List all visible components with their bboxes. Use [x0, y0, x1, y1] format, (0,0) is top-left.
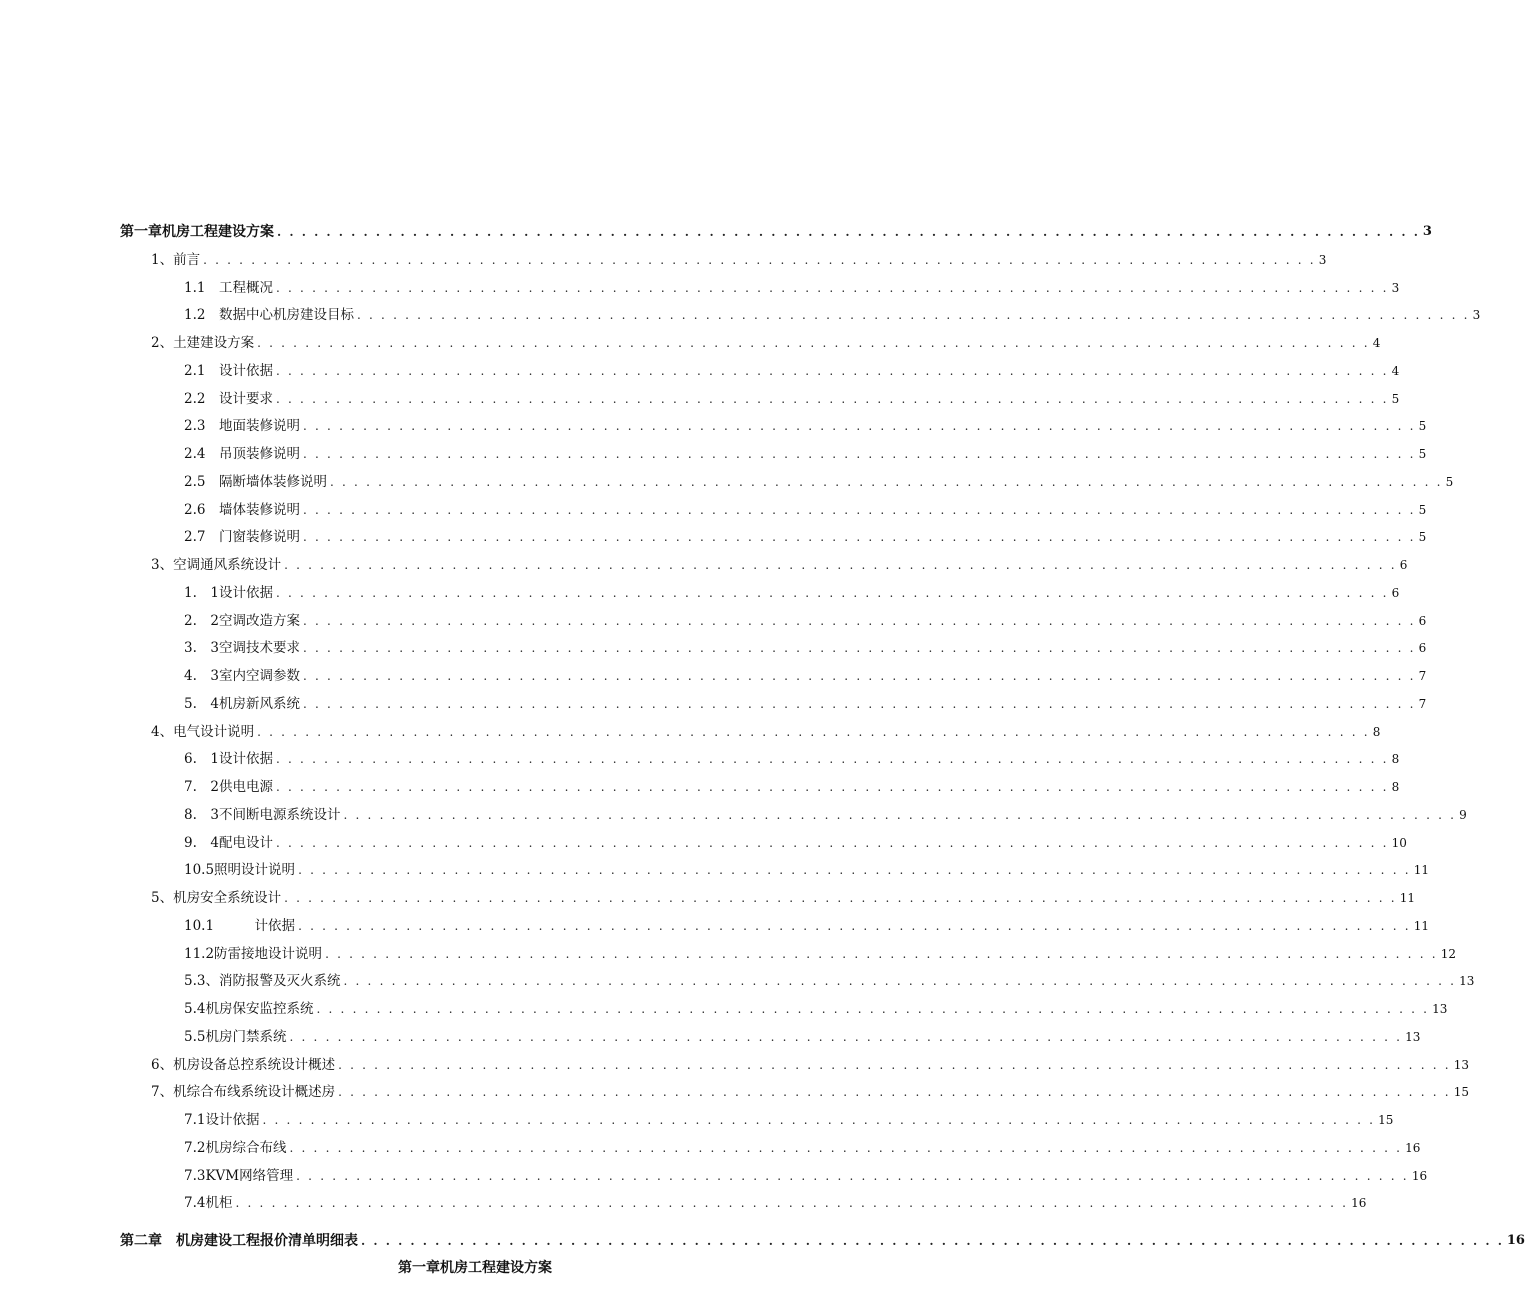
toc-entry-row[interactable] — [184, 1027, 1421, 1047]
toc-entry-row[interactable] — [184, 916, 1430, 936]
dot-leader: . . . . . . . . . . . . . . . . . . . . . . . . . . . . . . . . . . . . . . . . . . . . . . . . . . . . . . . . . . . . . . . . . . . . . . . . . . . . . . . . . . . . . . . . . . . . . — [302, 502, 1416, 517]
toc-entry-label: 1、前言 — [151, 251, 201, 268]
toc-entry-label: 第二章 机房建设工程报价清单明细表 — [120, 1233, 358, 1249]
dot-leader: . . . . . . . . . . . . . . . . . . . . . . . . . . . . . . . . . . . . . . . . . . . . . . . . . . . . . . . . . . . . . . . . . . . . . . . . . . . . . . . . . . . . . . . . . . . . . — [275, 363, 1389, 378]
toc-entry-label: 7.3KVM网络管理 — [184, 1167, 294, 1184]
dot-leader: . . . . . . . . . . . . . . . . . . . . . . . . . . . . . . . . . . . . . . . . . . . . . . . . . . . . . . . . . . . . . . . . . . . . . . . . . . . . . . . . . . . . . . . . . . . . . — [275, 835, 1389, 850]
toc-entry-label: 4. 3室内空调参数 — [184, 668, 300, 684]
dot-leader: . . . . . . . . . . . . . . . . . . . . . . . . . . . . . . . . . . . . . . . . . . . . . . . . . . . . . . . . . . . . . . . . . . . . . . . . . . . . . . . . . . . . . . . . . . . . . — [302, 669, 1416, 683]
toc-page-number: 5 — [1418, 530, 1427, 545]
toc-entry-row[interactable] — [184, 666, 1427, 686]
toc-entry-row[interactable] — [184, 278, 1400, 298]
dot-leader: . . . . . . . . . . . . . . . . . . . . . . . . . . . . . . . . . . . . . . . . . . . . . . . . . . . . . . . . . . . . . . . . . . . . . . . . . . . . . . . . . . . . . . . . . . . . . — [257, 336, 1370, 350]
dot-leader: . . . . . . . . . . . . . . . . . . . . . . . . . . . . . . . . . . . . . . . . . . . . . . . . . . . . . . . . . . . . . . . . . . . . . . . . . . . . . . . . . . . . . . . . . . . . . — [203, 252, 1316, 267]
toc-entry-label: 2.6 墙体装修说明 — [184, 501, 300, 518]
dot-leader: . . . . . . . . . . . . . . . . . . . . . . . . . . . . . . . . . . . . . . . . . . . . . . . . . . . . . . . . . . . . . . . . . . . . . . . . . . . . . . . . . . . . . . . . . . . . . — [338, 1085, 1451, 1100]
toc-entry-label: 1.2 数据中心机房建设目标 — [184, 307, 354, 324]
toc-page-number: 5 — [1418, 419, 1427, 434]
toc-entry-label: 2.3 地面装修说明 — [184, 418, 300, 435]
dot-leader: . . . . . . . . . . . . . . . . . . . . . . . . . . . . . . . . . . . . . . . . . . . . . . . . . . . . . . . . . . . . . . . . . . . . . . . . . . . . . . . . . . . . . . . . . . . . . — [235, 1196, 1349, 1211]
toc-page-number: 16 — [1405, 1140, 1421, 1155]
toc-entry-row[interactable] — [184, 999, 1448, 1019]
toc-entry-row[interactable] — [184, 805, 1467, 825]
toc-entry-label: 2.5 隔断墙体装修说明 — [184, 473, 327, 490]
toc-entry-row[interactable] — [184, 944, 1457, 964]
dot-leader: . . . . . . . . . . . . . . . . . . . . . . . . . . . . . . . . . . . . . . . . . . . . . . . . . . . . . . . . . . . . . . . . . . . . . . . . . . . . . . . . . . . . . . . . . . . . . — [302, 613, 1416, 628]
toc-page-number: 8 — [1391, 752, 1400, 767]
dot-leader: . . . . . . . . . . . . . . . . . . . . . . . . . . . . . . . . . . . . . . . . . . . . . . . . . . . . . . . . . . . . . . . . . . . . . . . . . . . . . . . . . . . . . . . . . . . . . — [284, 891, 1397, 905]
toc-entry-label: 8. 3不间断电源系统设计 — [184, 806, 341, 823]
toc-entry-row[interactable] — [184, 1193, 1367, 1213]
toc-page-number: 4 — [1372, 336, 1381, 350]
toc-page-number: 13 — [1453, 1057, 1470, 1072]
toc-entry-row[interactable] — [151, 555, 1408, 575]
toc-entry-row[interactable] — [184, 583, 1400, 603]
toc-entry-row[interactable] — [184, 500, 1427, 520]
toc-page-number: 4 — [1391, 363, 1400, 378]
toc-page-number: 8 — [1391, 780, 1400, 794]
toc-page-number: 13 — [1432, 1002, 1448, 1016]
toc-entry-label: 2、土建建设方案 — [151, 335, 255, 351]
toc-page-number: 5 — [1445, 474, 1454, 489]
dot-leader: . . . . . . . . . . . . . . . . . . . . . . . . . . . . . . . . . . . . . . . . . . . . . . . . . . . . . . . . . . . . . . . . . . . . . . . . . . . . . . . . . . . . . . . . . . . . . — [275, 391, 1389, 406]
toc-entry-row[interactable] — [184, 527, 1427, 547]
toc-entry-row[interactable] — [184, 833, 1407, 853]
toc-chapter-row[interactable] — [120, 1231, 1525, 1251]
toc-entry-label: 7、机综合布线系统设计概述房 — [151, 1084, 336, 1101]
dot-leader: . . . . . . . . . . . . . . . . . . . . . . . . . . . . . . . . . . . . . . . . . . . . . . . . . . . . . . . . . . . . . . . . . . . . . . . . . . . . . . . . . . . . . . . . . . . . . — [262, 1113, 1376, 1127]
toc-entry-row[interactable] — [184, 694, 1427, 714]
toc-page-number: 16 — [1506, 1233, 1525, 1248]
toc-entry-label: 10.1 计依据 — [184, 917, 296, 934]
dot-leader: . . . . . . . . . . . . . . . . . . . . . . . . . . . . . . . . . . . . . . . . . . . . . . . . . . . . . . . . . . . . . . . . . . . . . . . . . . . . . . . . . . . . . . . . . . . . . — [316, 1002, 1430, 1016]
dot-leader: . . . . . . . . . . . . . . . . . . . . . . . . . . . . . . . . . . . . . . . . . . . . . . . . . . . . . . . . . . . . . . . . . . . . . . . . . . . . . . . . . . . . . . . . . . . . . — [277, 225, 1420, 239]
dot-leader: . . . . . . . . . . . . . . . . . . . . . . . . . . . . . . . . . . . . . . . . . . . . . . . . . . . . . . . . . . . . . . . . . . . . . . . . . . . . . . . . . . . . . . . . . . . . . — [302, 447, 1416, 461]
dot-leader: . . . . . . . . . . . . . . . . . . . . . . . . . . . . . . . . . . . . . . . . . . . . . . . . . . . . . . . . . . . . . . . . . . . . . . . . . . . . . . . . . . . . . . . . . . . . . — [356, 308, 1470, 323]
dot-leader: . . . . . . . . . . . . . . . . . . . . . . . . . . . . . . . . . . . . . . . . . . . . . . . . . . . . . . . . . . . . . . . . . . . . . . . . . . . . . . . . . . . . . . . . . . . . . — [275, 780, 1389, 794]
toc-entry-label: 6、机房设备总控系统设计概述 — [151, 1056, 336, 1073]
dot-leader: . . . . . . . . . . . . . . . . . . . . . . . . . . . . . . . . . . . . . . . . . . . . . . . . . . . . . . . . . . . . . . . . . . . . . . . . . . . . . . . . . . . . . . . . . . . . . — [302, 641, 1416, 656]
toc-page-number: 6 — [1391, 585, 1400, 600]
toc-page-number: 5 — [1418, 502, 1427, 517]
toc-page-number: 9 — [1459, 807, 1467, 822]
toc-page-number: 3 — [1318, 252, 1327, 267]
toc-page-number: 8 — [1372, 724, 1381, 739]
dot-leader: . . . . . . . . . . . . . . . . . . . . . . . . . . . . . . . . . . . . . . . . . . . . . . . . . . . . . . . . . . . . . . . . . . . . . . . . . . . . . . . . . . . . . . . . . . . . . — [289, 1029, 1403, 1044]
toc-entry-row[interactable] — [151, 333, 1381, 353]
toc-entry-label: 11.2防雷接地设计说明 — [184, 945, 323, 962]
dot-leader: . . . . . . . . . . . . . . . . . . . . . . . . . . . . . . . . . . . . . . . . . . . . . . . . . . . . . . . . . . . . . . . . . . . . . . . . . . . . . . . . . . . . . . . . . . . . . — [325, 946, 1438, 961]
toc-page-number: 5 — [1418, 447, 1427, 461]
toc-entry-label: 2.7 门窗装修说明 — [184, 529, 300, 546]
toc-entry-row[interactable] — [184, 777, 1400, 797]
toc-entry-row[interactable] — [151, 722, 1381, 742]
toc-entry-label: 5. 4机房新风系统 — [184, 695, 300, 712]
toc-page-number: 13 — [1459, 974, 1475, 989]
dot-leader: . . . . . . . . . . . . . . . . . . . . . . . . . . . . . . . . . . . . . . . . . . . . . . . . . . . . . . . . . . . . . . . . . . . . . . . . . . . . . . . . . . . . . . . . . . . . . — [275, 280, 1389, 295]
toc-entry-label: 7. 2供电电源 — [184, 779, 273, 795]
toc-entry-row[interactable] — [184, 472, 1454, 492]
dot-leader: . . . . . . . . . . . . . . . . . . . . . . . . . . . . . . . . . . . . . . . . . . . . . . . . . . . . . . . . . . . . . . . . . . . . . . . . . . . . . . . . . . . . . . . . . . . . . — [343, 807, 1457, 822]
toc-entry-label: 4、电气设计说明 — [151, 723, 255, 740]
toc-page-number: 11 — [1399, 891, 1416, 905]
dot-leader: . . . . . . . . . . . . . . . . . . . . . . . . . . . . . . . . . . . . . . . . . . . . . . . . . . . . . . . . . . . . . . . . . . . . . . . . . . . . . . . . . . . . . . . . . . . . . — [329, 474, 1443, 489]
toc-entry-row[interactable] — [151, 250, 1327, 270]
dot-leader: . . . . . . . . . . . . . . . . . . . . . . . . . . . . . . . . . . . . . . . . . . . . . . . . . . . . . . . . . . . . . . . . . . . . . . . . . . . . . . . . . . . . . . . . . . . . . — [361, 1234, 1504, 1248]
toc-entry-label: 7.1设计依据 — [184, 1112, 260, 1128]
dot-leader: . . . . . . . . . . . . . . . . . . . . . . . . . . . . . . . . . . . . . . . . . . . . . . . . . . . . . . . . . . . . . . . . . . . . . . . . . . . . . . . . . . . . . . . . . . . . . — [257, 724, 1370, 739]
toc-entry-label: 5、机房安全系统设计 — [151, 890, 282, 906]
toc-page-number: 10 — [1391, 835, 1407, 850]
toc-entry-row[interactable] — [184, 1110, 1394, 1130]
toc-entry-label: 2.4 吊顶装修说明 — [184, 446, 300, 462]
toc-entry-label: 2.1 设计依据 — [184, 362, 273, 379]
toc-entry-row[interactable] — [184, 971, 1475, 991]
toc-entry-row[interactable] — [184, 361, 1400, 381]
toc-entry-label: 9. 4配电设计 — [184, 834, 273, 851]
toc-page-number: 12 — [1440, 946, 1457, 961]
toc-entry-row[interactable] — [184, 749, 1400, 769]
toc-entry-row[interactable] — [184, 444, 1427, 464]
dot-leader: . . . . . . . . . . . . . . . . . . . . . . . . . . . . . . . . . . . . . . . . . . . . . . . . . . . . . . . . . . . . . . . . . . . . . . . . . . . . . . . . . . . . . . . . . . . . . — [343, 974, 1457, 989]
toc-entry-label: 5.4机房保安监控系统 — [184, 1001, 314, 1017]
toc-entry-row[interactable] — [184, 416, 1427, 436]
toc-page-number: 6 — [1418, 641, 1427, 656]
toc-entry-row[interactable] — [151, 888, 1416, 908]
toc-entry-label: 第一章机房工程建设方案 — [120, 224, 274, 240]
toc-page-number: 3 — [1422, 224, 1432, 239]
toc-entry-label: 7.4机柜 — [184, 1195, 233, 1212]
toc-page-number: 16 — [1351, 1196, 1367, 1211]
toc-entry-label: 10.5照明设计说明 — [184, 862, 296, 879]
toc-entry-row[interactable] — [184, 1166, 1428, 1186]
toc-page-number: 11 — [1413, 918, 1430, 933]
dot-leader: . . . . . . . . . . . . . . . . . . . . . . . . . . . . . . . . . . . . . . . . . . . . . . . . . . . . . . . . . . . . . . . . . . . . . . . . . . . . . . . . . . . . . . . . . . . . . — [302, 530, 1416, 545]
toc-entry-row[interactable] — [184, 611, 1427, 631]
toc-entry-label: 5.3、消防报警及灭火系统 — [184, 973, 341, 990]
chapter-heading: 第一章机房工程建设方案 — [398, 1260, 552, 1276]
toc-page-number: 3 — [1391, 280, 1400, 295]
toc-page-number: 6 — [1418, 613, 1427, 628]
toc-entry-row[interactable] — [184, 1138, 1421, 1158]
toc-page-number: 3 — [1472, 308, 1481, 323]
toc-page-number: 13 — [1405, 1029, 1421, 1044]
dot-leader: . . . . . . . . . . . . . . . . . . . . . . . . . . . . . . . . . . . . . . . . . . . . . . . . . . . . . . . . . . . . . . . . . . . . . . . . . . . . . . . . . . . . . . . . . . . . . — [302, 419, 1416, 434]
dot-leader: . . . . . . . . . . . . . . . . . . . . . . . . . . . . . . . . . . . . . . . . . . . . . . . . . . . . . . . . . . . . . . . . . . . . . . . . . . . . . . . . . . . . . . . . . . . . . — [275, 752, 1389, 767]
dot-leader: . . . . . . . . . . . . . . . . . . . . . . . . . . . . . . . . . . . . . . . . . . . . . . . . . . . . . . . . . . . . . . . . . . . . . . . . . . . . . . . . . . . . . . . . . . . . . — [338, 1057, 1451, 1072]
toc-entry-label: 1. 1设计依据 — [184, 584, 273, 601]
toc-entry-row[interactable] — [184, 305, 1481, 325]
dot-leader: . . . . . . . . . . . . . . . . . . . . . . . . . . . . . . . . . . . . . . . . . . . . . . . . . . . . . . . . . . . . . . . . . . . . . . . . . . . . . . . . . . . . . . . . . . . . . — [289, 1140, 1403, 1155]
dot-leader: . . . . . . . . . . . . . . . . . . . . . . . . . . . . . . . . . . . . . . . . . . . . . . . . . . . . . . . . . . . . . . . . . . . . . . . . . . . . . . . . . . . . . . . . . . . . . — [275, 585, 1389, 600]
toc-chapter-row[interactable] — [120, 222, 1432, 242]
toc-entry-row[interactable] — [151, 1082, 1470, 1102]
toc-entry-label: 1.1 工程概况 — [184, 279, 273, 296]
dot-leader: . . . . . . . . . . . . . . . . . . . . . . . . . . . . . . . . . . . . . . . . . . . . . . . . . . . . . . . . . . . . . . . . . . . . . . . . . . . . . . . . . . . . . . . . . . . . . — [296, 1168, 1409, 1183]
toc-entry-label: 2.2 设计要求 — [184, 390, 273, 407]
toc-entry-row[interactable] — [184, 638, 1427, 658]
toc-entry-label: 5.5机房门禁系统 — [184, 1028, 287, 1045]
toc-entry-row[interactable] — [151, 1055, 1470, 1075]
toc-page-number: 5 — [1391, 391, 1400, 406]
toc-entry-label: 3. 3空调技术要求 — [184, 640, 300, 657]
dot-leader: . . . . . . . . . . . . . . . . . . . . . . . . . . . . . . . . . . . . . . . . . . . . . . . . . . . . . . . . . . . . . . . . . . . . . . . . . . . . . . . . . . . . . . . . . . . . . — [302, 696, 1416, 711]
dot-leader: . . . . . . . . . . . . . . . . . . . . . . . . . . . . . . . . . . . . . . . . . . . . . . . . . . . . . . . . . . . . . . . . . . . . . . . . . . . . . . . . . . . . . . . . . . . . . — [284, 558, 1397, 572]
toc-page-number: 15 — [1378, 1113, 1394, 1127]
toc-entry-label: 7.2机房综合布线 — [184, 1139, 287, 1156]
dot-leader: . . . . . . . . . . . . . . . . . . . . . . . . . . . . . . . . . . . . . . . . . . . . . . . . . . . . . . . . . . . . . . . . . . . . . . . . . . . . . . . . . . . . . . . . . . . . . — [298, 863, 1411, 878]
toc-entry-row[interactable] — [184, 860, 1430, 880]
toc-entry-label: 3、空调通风系统设计 — [151, 557, 282, 573]
dot-leader: . . . . . . . . . . . . . . . . . . . . . . . . . . . . . . . . . . . . . . . . . . . . . . . . . . . . . . . . . . . . . . . . . . . . . . . . . . . . . . . . . . . . . . . . . . . . . — [298, 918, 1411, 933]
toc-page-number: 6 — [1399, 558, 1408, 572]
toc-page-number: 16 — [1411, 1168, 1428, 1183]
toc-page-number: 11 — [1413, 863, 1430, 878]
toc-entry-label: 6. 1设计依据 — [184, 751, 273, 768]
toc-entry-label: 2. 2空调改造方案 — [184, 612, 300, 629]
toc-page-number: 7 — [1418, 696, 1427, 711]
toc-entry-row[interactable] — [184, 389, 1400, 409]
toc-page-number: 15 — [1453, 1085, 1470, 1100]
toc-page-number: 7 — [1418, 669, 1427, 683]
